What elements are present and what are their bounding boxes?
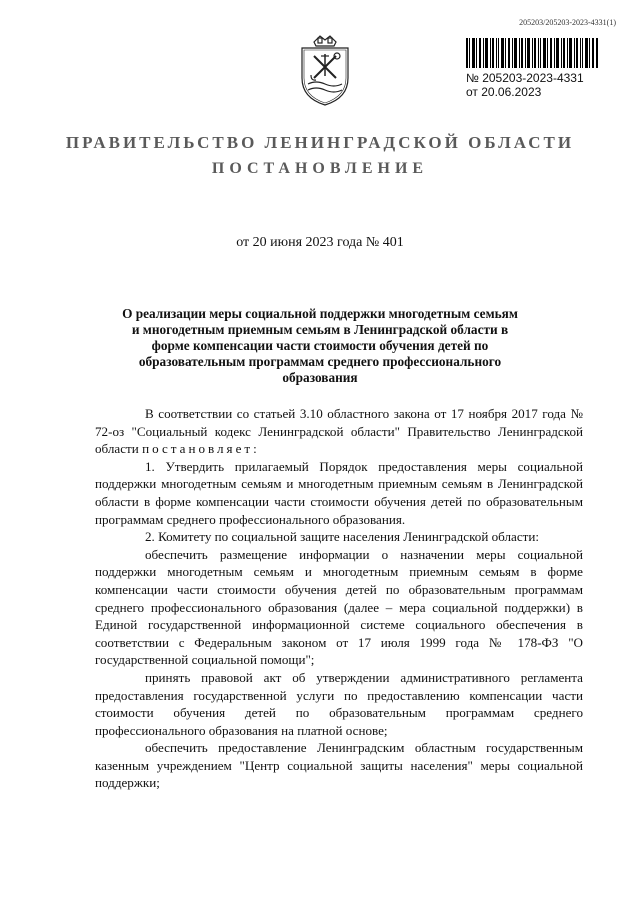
barcode-icon	[466, 38, 598, 68]
decree-title: О реализации меры социальной поддержки многодетным семьям и многодетным приемным семьям в Ленинградской области в форме компенсации части стоимости обучения детей по образовательным программам среднего профессионального образования	[122, 306, 518, 385]
paragraph-2-item-3: обеспечить предоставление Ленинградским областным государственным казенным учреждением "Центр социальной защиты населения" меры социальной поддержки;	[95, 740, 583, 791]
paragraph-2-item-1: обеспечить размещение информации о назначении меры социальной поддержки многодетным семьям и многодетным приемным семьям в форме компенсации части стоимости обучения детей по образовательным программам среднего профессионального образования (далее – мера социальной поддержки) в Единой государственной информационной системе социального обеспечения в соответствии с Федеральным законом от 17 июля 1999 года № 178-ФЗ "О государственной социальной помощи";	[95, 546, 583, 668]
preamble	[95, 405, 583, 458]
government-name: ПРАВИТЕЛЬСТВО ЛЕНИНГРАДСКОЙ ОБЛАСТИ	[65, 133, 575, 152]
decree-word: постановляет:	[142, 441, 260, 457]
paragraph-1: 1. Утвердить прилагаемый Порядок предоставления меры социальной поддержки многодетным семьям и многодетным приемным семьям в Ленинградской области в форме компенсации части стоимости обучения детей по образовательным программам среднего профессионального образования.	[95, 458, 583, 527]
paragraph-2: 2. Комитету по социальной защите населения Ленинградской области:	[145, 529, 540, 545]
decree-body	[95, 405, 583, 792]
registration-date: от 20.06.2023	[466, 85, 542, 99]
leningrad-oblast-coat-of-arms-icon	[294, 32, 356, 108]
registration-number: № 205203-2023-4331	[466, 71, 584, 85]
decree-date-number: от 20 июня 2023 года № 401	[236, 235, 404, 250]
document-id: 205203/205203-2023-4331(1)	[519, 18, 616, 27]
registration-info	[466, 71, 584, 99]
document-type: ПОСТАНОВЛЕНИЕ	[211, 160, 429, 177]
preamble-text: В соответствии со статьей 3.10 областного закона от 17 ноября 2017 года № 72-оз "Социальный кодекс Ленинградской области" Правительство Ленинградской области	[95, 406, 583, 457]
paragraph-2-item-2: принять правовой акт об утверждении административного регламента предоставления государственной услуги по предоставлению компенсации части стоимости обучения детей по образовательным программам среднего профессионального образования на платной основе;	[95, 669, 583, 738]
